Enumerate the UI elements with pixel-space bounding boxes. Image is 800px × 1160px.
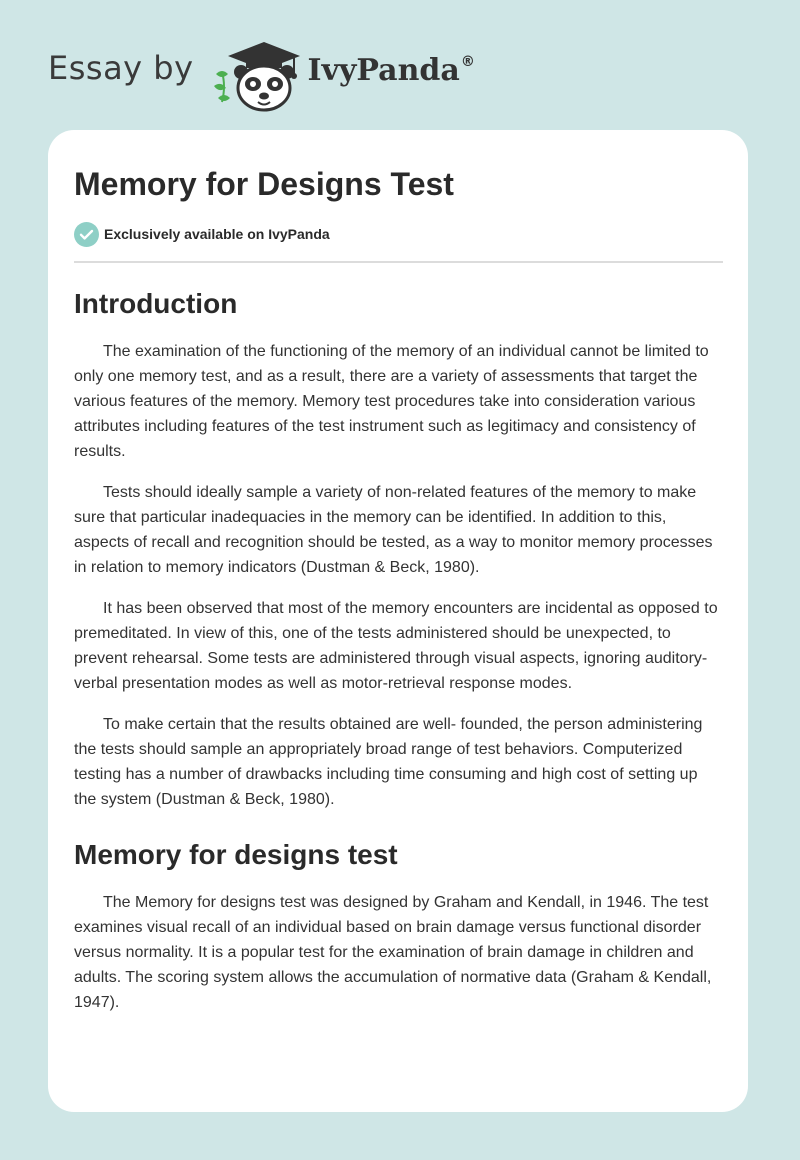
panda-logo-icon[interactable] <box>208 34 304 114</box>
title-divider <box>74 261 723 263</box>
paragraph: To make certain that the results obtained are well- founded, the person administering the tests should sample an appropriately broad range of test behaviors. Computerized testing has a number of drawbacks including time consuming and high cost of setting up the system (Dustman & Beck, 1980). <box>74 716 703 808</box>
check-circle-icon <box>74 222 99 247</box>
brand-name-text: IvyPanda <box>307 52 460 88</box>
brand-name[interactable] <box>308 53 475 88</box>
essay-content <box>74 164 723 1031</box>
section-heading-memory-for-designs: Memory for designs test <box>74 839 398 870</box>
section-heading-introduction: Introduction <box>74 288 238 319</box>
page-title: Memory for Designs Test <box>74 166 454 202</box>
brand-header <box>48 34 475 114</box>
essay-card <box>48 130 748 1112</box>
registered-mark: ® <box>460 53 475 70</box>
paragraph: The Memory for designs test was designed by Graham and Kendall, in 1946. The test examines visual recall of an individual based on brain damage versus functional disorder versus normality. It is a popular test for the examination of brain damage in children and adults. The scoring system allows the accumulation of normative data (Graham & Kendall, 1947). <box>74 894 712 1011</box>
paragraph: Tests should ideally sample a variety of non-related features of the memory to make sure that particular inadequacies in the memory can be identified. In addition to this, aspects of recall and recognition should be tested, as a way to monitor memory processes in relation to memory indicators (Dustman & Beck, 1980). <box>74 484 713 576</box>
exclusive-badge <box>74 220 723 248</box>
brand-prefix: Essay by <box>48 49 194 87</box>
paragraph: The examination of the functioning of the memory of an individual cannot be limited to only one memory test, and as a result, there are a variety of assessments that target the various features of the memory. Memory test procedures take into consideration various attributes including features of the test instrument such as legitimacy and consistency of results. <box>74 343 709 460</box>
exclusive-badge-text: Exclusively available on IvyPanda <box>104 226 330 242</box>
paragraph: It has been observed that most of the memory encounters are incidental as opposed to premeditated. In view of this, one of the tests administered should be unexpected, to prevent rehearsal. Some tests are administered through visual aspects, ignoring auditory-verbal presentation modes as well as motor-retrieval response modes. <box>74 600 718 692</box>
